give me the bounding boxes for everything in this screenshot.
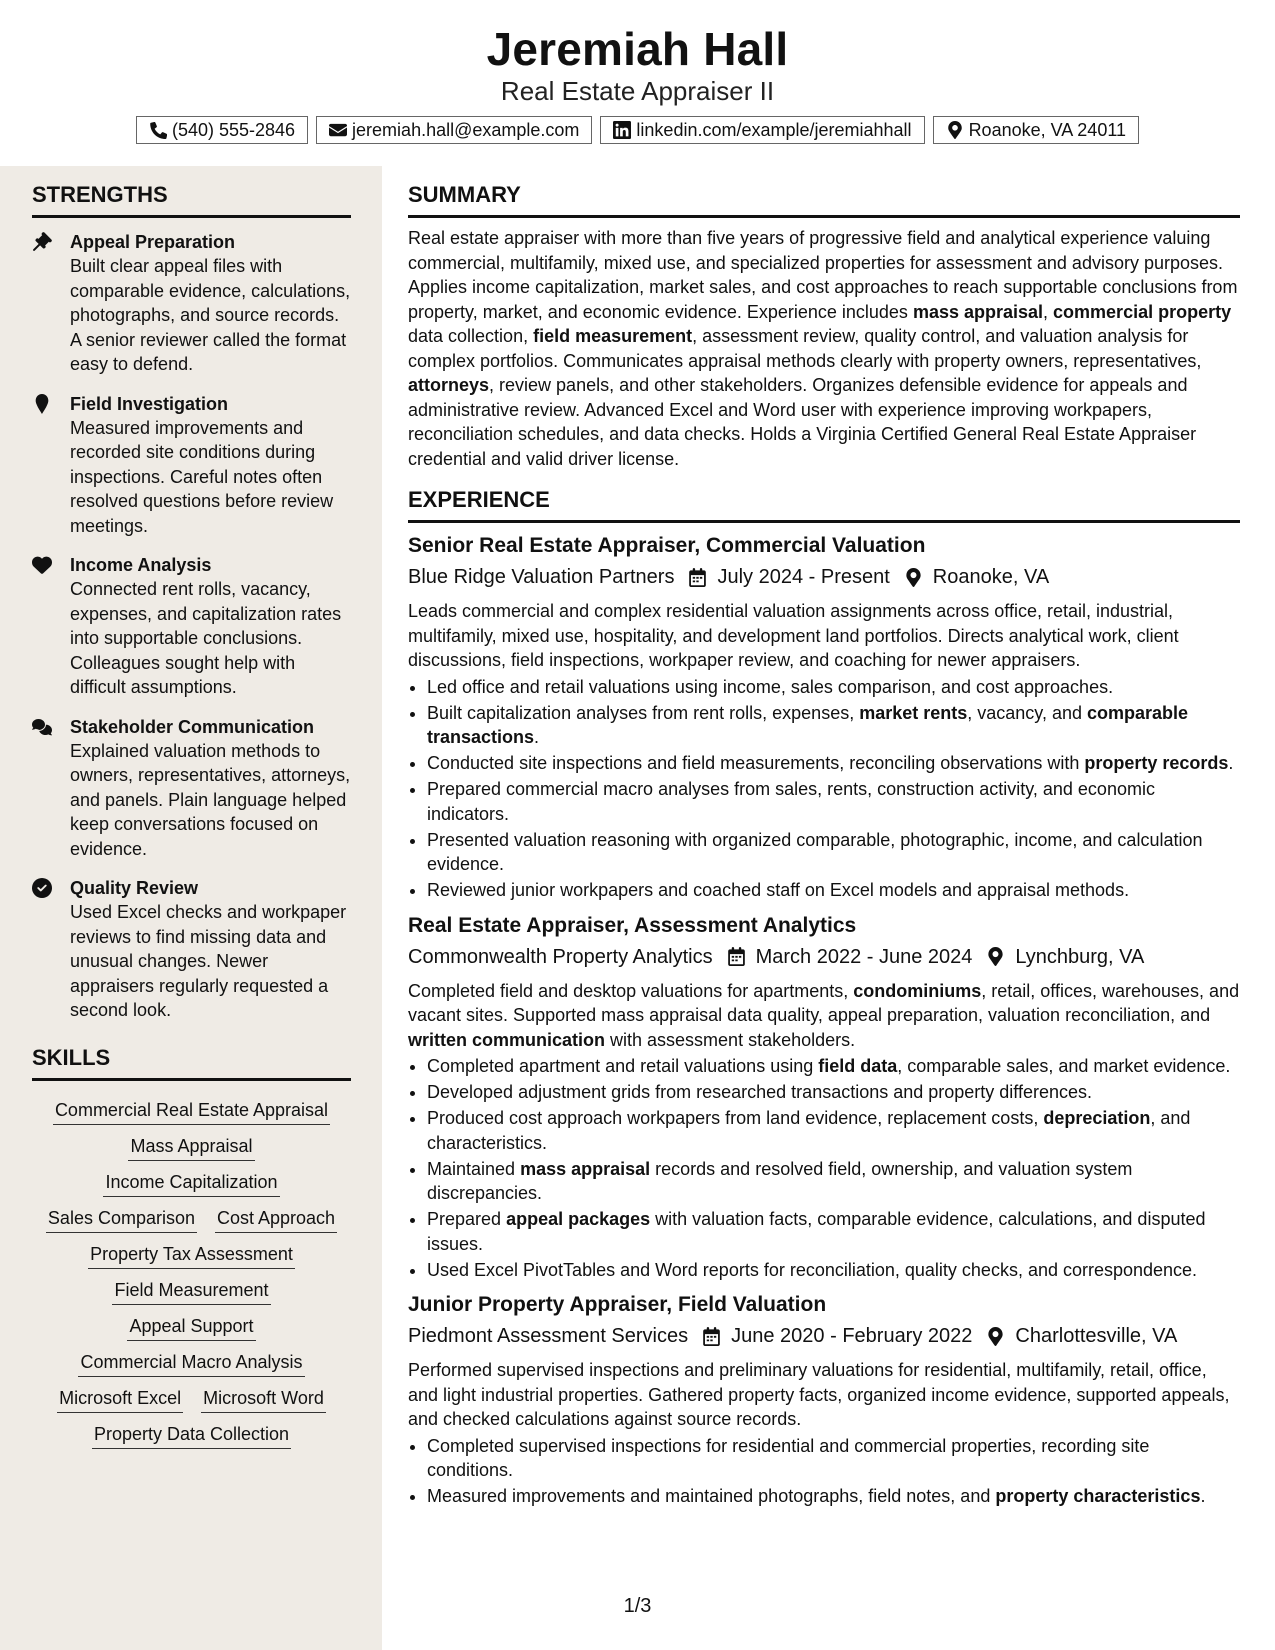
bullet-item bbox=[427, 701, 1240, 750]
text-run: Completed field and desktop valuations for apartments, bbox=[408, 980, 854, 1001]
comments-icon bbox=[32, 717, 52, 737]
job-summary bbox=[408, 1358, 1240, 1432]
sidebar bbox=[0, 166, 382, 1650]
bullet-item bbox=[427, 1054, 1240, 1079]
location-text: Roanoke, VA 24011 bbox=[968, 119, 1127, 140]
experience-heading: EXPERIENCE bbox=[408, 487, 1240, 523]
skill-tag: Commercial Macro Analysis bbox=[78, 1350, 304, 1377]
job-title: Junior Property Appraiser, Field Valuation bbox=[408, 1293, 827, 1316]
job-entry bbox=[408, 533, 1240, 903]
bullet-item bbox=[427, 1080, 1240, 1105]
emphasis-text: field data bbox=[818, 1056, 898, 1076]
text-run: Developed adjustment grids from researched transactions and property differences. bbox=[427, 1082, 1093, 1102]
job-dates: July 2024 - Present bbox=[717, 566, 890, 588]
experience-list bbox=[408, 533, 1240, 1509]
job-entry bbox=[408, 1292, 1240, 1509]
strength-title: Stakeholder Communication bbox=[70, 716, 315, 737]
text-run: Maintained bbox=[427, 1158, 521, 1179]
company-name: Piedmont Assessment Services bbox=[408, 1325, 689, 1347]
skill-tag: Appeal Support bbox=[127, 1314, 255, 1341]
emphasis-text: comparable transactions bbox=[427, 702, 1189, 747]
contact-location[interactable] bbox=[933, 116, 1139, 144]
strength-item bbox=[32, 876, 351, 1023]
contact-bar bbox=[0, 116, 1275, 144]
linkedin-icon bbox=[613, 121, 631, 139]
text-run: , bbox=[1043, 301, 1054, 322]
skill-tag: Mass Appraisal bbox=[128, 1134, 254, 1161]
job-dates: June 2020 - February 2022 bbox=[731, 1325, 973, 1347]
bullet-item bbox=[427, 1106, 1240, 1155]
emphasis-text: field measurement bbox=[533, 326, 693, 346]
strength-desc: Connected rent rolls, vacancy, expenses, and capitalization rates into supportable conclusions. Colleagues sought help with difficult assumptions. bbox=[70, 579, 342, 697]
strength-item bbox=[32, 715, 351, 862]
emphasis-text: market rents bbox=[859, 702, 968, 723]
strengths-list bbox=[32, 230, 351, 1023]
page-number: 1/3 bbox=[623, 1595, 652, 1617]
strength-title: Appeal Preparation bbox=[70, 232, 236, 252]
skill-tag: Microsoft Word bbox=[201, 1386, 326, 1413]
bullet-item bbox=[427, 878, 1240, 903]
calendar-icon bbox=[727, 947, 746, 966]
emphasis-text: property records bbox=[1084, 753, 1229, 773]
strength-title: Field Investigation bbox=[70, 393, 229, 414]
summary-text bbox=[408, 226, 1240, 471]
bullet-item bbox=[427, 1434, 1240, 1483]
text-run: with assessment stakeholders. bbox=[605, 1029, 856, 1050]
strength-item bbox=[32, 392, 351, 539]
strength-item bbox=[32, 553, 351, 700]
skill-tag: Sales Comparison bbox=[46, 1206, 197, 1233]
contact-linkedin[interactable] bbox=[600, 116, 924, 144]
text-run: Built capitalization analyses from rent rolls, expenses, bbox=[427, 702, 860, 723]
linkedin-text: linkedin.com/example/jeremiahhall bbox=[636, 119, 912, 140]
text-run: Measured improvements and maintained photographs, field notes, and bbox=[427, 1486, 996, 1506]
phone-icon bbox=[149, 121, 167, 139]
text-run: Leads commercial and complex residential valuation assignments across office, retail, industrial, multifamily, mixed use, hospitality, and development land portfolios. Directs analytical work, client discussions, field inspections, workpaper review, and coaching for newer appraisers. bbox=[408, 601, 1179, 670]
company-name: Blue Ridge Valuation Partners bbox=[408, 566, 675, 588]
text-run: Completed supervised inspections for residential and commercial properties, recording site conditions. bbox=[427, 1435, 1150, 1480]
text-run: . bbox=[534, 727, 540, 747]
job-meta bbox=[408, 943, 1240, 971]
job-bullets bbox=[408, 1434, 1240, 1509]
job-location: Roanoke, VA bbox=[932, 566, 1050, 588]
summary-heading: SUMMARY bbox=[408, 182, 1240, 218]
strength-desc: Used Excel checks and workpaper reviews to find missing data and unusual changes. Newer appraisers regularly requested a second look. bbox=[70, 902, 347, 1020]
heart-icon bbox=[32, 555, 52, 575]
skills-heading: SKILLS bbox=[32, 1045, 351, 1081]
emphasis-text: condominiums bbox=[853, 980, 982, 1001]
text-run: Prepared bbox=[427, 1209, 507, 1229]
text-run: , and characteristics. bbox=[427, 1108, 1191, 1153]
bullet-item bbox=[427, 1207, 1240, 1256]
strength-item bbox=[32, 230, 351, 377]
job-bullets bbox=[408, 1054, 1240, 1282]
emphasis-text: commercial property bbox=[1053, 301, 1232, 322]
skill-tag: Commercial Real Estate Appraisal bbox=[53, 1098, 330, 1125]
job-bullets bbox=[408, 675, 1240, 903]
envelope-icon bbox=[329, 121, 347, 139]
job-location: Charlottesville, VA bbox=[1015, 1325, 1178, 1347]
text-run: with valuation facts, comparable evidence, calculations, and disputed issues. bbox=[427, 1209, 1206, 1254]
gavel-icon bbox=[32, 232, 52, 252]
calendar-icon bbox=[702, 1327, 721, 1346]
text-run: , vacancy, and bbox=[967, 702, 1087, 723]
skill-tag: Income Capitalization bbox=[103, 1170, 279, 1197]
job-location: Lynchburg, VA bbox=[1015, 945, 1145, 968]
phone-text: (540) 555-2846 bbox=[171, 119, 296, 140]
emphasis-text: property characteristics bbox=[995, 1486, 1201, 1506]
resume-header bbox=[0, 0, 1275, 144]
job-title: Senior Real Estate Appraiser, Commercial Valuation bbox=[408, 534, 926, 557]
candidate-title: Real Estate Appraiser II bbox=[500, 76, 775, 106]
text-run: Prepared commercial macro analyses from sales, rents, construction activity, and economic indicators. bbox=[427, 779, 1155, 824]
text-run: Completed apartment and retail valuations using bbox=[427, 1056, 819, 1076]
job-meta bbox=[408, 1322, 1240, 1350]
skills-list bbox=[32, 1089, 351, 1449]
contact-phone[interactable] bbox=[136, 116, 308, 144]
text-run: Presented valuation reasoning with organized comparable, photographic, income, and calculation evidence. bbox=[427, 829, 1203, 874]
job-dates: March 2022 - June 2024 bbox=[755, 945, 973, 968]
emphasis-text: attorneys bbox=[408, 375, 490, 395]
text-run: Conducted site inspections and field measurements, reconciling observations with bbox=[427, 753, 1085, 773]
emphasis-text: mass appraisal bbox=[520, 1158, 651, 1179]
strengths-heading: STRENGTHS bbox=[32, 182, 351, 218]
text-run: data collection, bbox=[408, 326, 534, 346]
candidate-name: Jeremiah Hall bbox=[486, 23, 789, 75]
contact-email[interactable] bbox=[316, 116, 592, 144]
skill-tag: Property Tax Assessment bbox=[88, 1242, 295, 1269]
text-run: , review panels, and other stakeholders. Organizes defensible evidence for appeals and administrative review. Advanced Excel and Word user with experience improving workpapers, reconciliation schedules, and data checks. Holds a Virginia Certified General Real Estate Appraiser credential and valid driver license. bbox=[408, 375, 1197, 469]
bullet-item bbox=[427, 1484, 1240, 1509]
company-name: Commonwealth Property Analytics bbox=[408, 945, 713, 968]
text-run: , retail, offices, warehouses, and vacant sites. Supported mass appraisal data quality, appeal preparation, valuation reconciliation, and bbox=[408, 980, 1240, 1025]
emphasis-text: depreciation bbox=[1043, 1108, 1151, 1128]
text-run: . bbox=[1200, 1486, 1206, 1506]
skill-tag: Cost Approach bbox=[215, 1206, 337, 1233]
job-summary bbox=[408, 979, 1240, 1053]
skill-tag: Microsoft Excel bbox=[57, 1386, 183, 1413]
job-entry bbox=[408, 913, 1240, 1283]
text-run: , comparable sales, and market evidence. bbox=[897, 1056, 1231, 1076]
text-run: Produced cost approach workpapers from land evidence, replacement costs, bbox=[427, 1108, 1044, 1128]
email-text: jeremiah.hall@example.com bbox=[352, 119, 580, 140]
bullet-item bbox=[427, 828, 1240, 877]
map-marker-icon bbox=[946, 121, 964, 139]
emphasis-text: mass appraisal bbox=[912, 301, 1044, 322]
text-run: , assessment review, quality control, and valuation analysis for complex portfolios. Communicates appraisal methods clearly with property owners, representatives, bbox=[408, 326, 1202, 371]
main-content bbox=[408, 182, 1240, 1509]
bullet-item bbox=[427, 1258, 1240, 1283]
map-pin-icon bbox=[32, 394, 52, 414]
text-run: Performed supervised inspections and preliminary valuations for residential, multifamily, retail, office, and light industrial properties. Gathered property facts, organized income evidence, supported appeals, and checked calculations against source records. bbox=[408, 1360, 1230, 1429]
text-run: . bbox=[1228, 753, 1234, 773]
skill-tag: Field Measurement bbox=[112, 1278, 270, 1305]
map-marker-icon bbox=[986, 947, 1005, 966]
map-marker-icon bbox=[904, 568, 923, 587]
bullet-item bbox=[427, 675, 1240, 700]
job-meta bbox=[408, 563, 1240, 591]
text-run: Reviewed junior workpapers and coached staff on Excel models and appraisal methods. bbox=[427, 880, 1130, 900]
bullet-item bbox=[427, 777, 1240, 826]
strength-title: Income Analysis bbox=[70, 555, 212, 575]
job-summary bbox=[408, 599, 1240, 673]
strength-title: Quality Review bbox=[70, 878, 199, 898]
calendar-icon bbox=[688, 568, 707, 587]
skill-tag: Property Data Collection bbox=[92, 1422, 291, 1449]
check-circle-icon bbox=[32, 878, 52, 898]
emphasis-text: appeal packages bbox=[506, 1209, 651, 1229]
bullet-item bbox=[427, 751, 1240, 776]
text-run: Used Excel PivotTables and Word reports for reconciliation, quality checks, and correspondence. bbox=[427, 1259, 1198, 1280]
strength-desc: Measured improvements and recorded site conditions during inspections. Careful notes often resolved questions before review meetings. bbox=[70, 417, 334, 536]
job-title: Real Estate Appraiser, Assessment Analytics bbox=[408, 913, 857, 937]
text-run: records and resolved field, ownership, and valuation system discrepancies. bbox=[427, 1158, 1133, 1203]
emphasis-text: written communication bbox=[408, 1029, 606, 1050]
text-run: Led office and retail valuations using income, sales comparison, and cost approaches. bbox=[427, 676, 1114, 697]
map-marker-icon bbox=[986, 1327, 1005, 1346]
strength-desc: Built clear appeal files with comparable evidence, calculations, photographs, and source records. A senior reviewer called the format easy to defend. bbox=[70, 256, 351, 374]
bullet-item bbox=[427, 1157, 1240, 1206]
text-run: Real estate appraiser with more than five years of progressive field and analytical experience valuing commercial, multifamily, mixed use, and specialized properties for assessment and advisory purposes. Applies income capitalization, market sales, and cost approaches to reach supportable conclusions from property, market, and economic evidence. Experience includes bbox=[408, 228, 1238, 322]
strength-desc: Explained valuation methods to owners, representatives, attorneys, and panels. Plain language helped keep conversations focused on evidence. bbox=[70, 740, 351, 859]
